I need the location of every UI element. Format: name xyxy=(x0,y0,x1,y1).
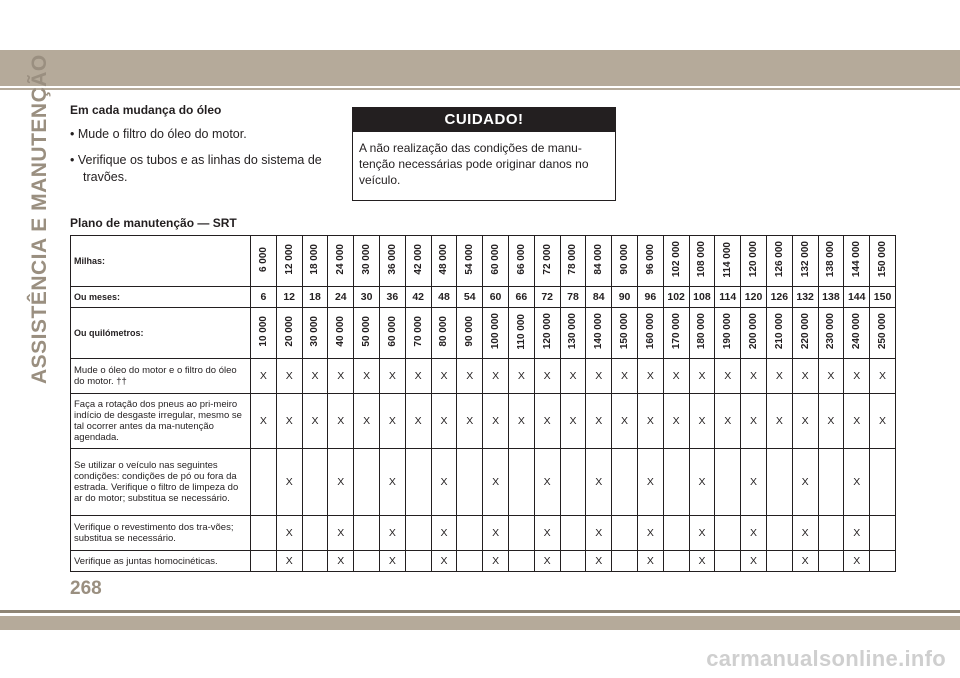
task-mark: X xyxy=(534,551,560,572)
task-mark: X xyxy=(379,359,405,394)
miles-row-cell xyxy=(457,236,483,287)
task-mark: X xyxy=(483,449,509,516)
miles-row-cell xyxy=(354,236,380,287)
miles-row-value: 54 000 xyxy=(464,244,476,275)
task-mark: X xyxy=(663,394,689,449)
miles-row-value: 150 000 xyxy=(877,241,889,278)
months-row-cell: 138 xyxy=(818,287,844,308)
bullet-brake-lines-line1: • Verifique os tubos e as linhas do sistema de xyxy=(70,153,322,167)
task-mark: X xyxy=(766,394,792,449)
task-mark: X xyxy=(276,551,302,572)
task-mark: X xyxy=(328,551,354,572)
months-row-cell: 114 xyxy=(715,287,741,308)
miles-row-cell xyxy=(715,236,741,287)
task-mark: X xyxy=(741,516,767,551)
bullet-brake-lines-line2: travões. xyxy=(83,170,128,184)
km-row-value: 30 000 xyxy=(309,316,321,347)
task-mark: X xyxy=(508,359,534,394)
km-row-value: 150 000 xyxy=(619,313,631,350)
miles-row-cell xyxy=(302,236,328,287)
task-mark: X xyxy=(457,394,483,449)
task-mark: X xyxy=(689,449,715,516)
km-row-cell xyxy=(560,308,586,359)
miles-row-cell xyxy=(663,236,689,287)
km-row-value: 210 000 xyxy=(773,313,785,350)
km-row-cell xyxy=(431,308,457,359)
months-row-cell: 144 xyxy=(844,287,870,308)
task-mark: X xyxy=(508,394,534,449)
task-mark: X xyxy=(431,359,457,394)
task-mark: X xyxy=(792,516,818,551)
header-bar xyxy=(0,50,960,86)
task-row xyxy=(71,551,896,572)
miles-row-value: 6 000 xyxy=(257,246,269,273)
km-row-value: 160 000 xyxy=(644,313,656,350)
task-mark: X xyxy=(637,551,663,572)
months-row-cell: 30 xyxy=(354,287,380,308)
task-mark: X xyxy=(689,551,715,572)
task-mark xyxy=(560,449,586,516)
warning-title: CUIDADO! xyxy=(353,108,615,132)
task-mark: X xyxy=(379,449,405,516)
km-row-value: 120 000 xyxy=(541,313,553,350)
km-row-cell xyxy=(276,308,302,359)
task-mark xyxy=(354,551,380,572)
task-mark xyxy=(818,516,844,551)
task-mark: X xyxy=(663,359,689,394)
task-mark: X xyxy=(534,449,560,516)
miles-row-cell xyxy=(612,236,638,287)
task-mark xyxy=(560,516,586,551)
miles-row-cell xyxy=(586,236,612,287)
task-mark xyxy=(354,449,380,516)
task-mark: X xyxy=(354,394,380,449)
miles-row-cell xyxy=(637,236,663,287)
miles-row-value: 48 000 xyxy=(438,244,450,275)
top-band xyxy=(0,0,960,48)
miles-row-value: 42 000 xyxy=(412,244,424,275)
task-mark: X xyxy=(792,449,818,516)
months-row-cell: 132 xyxy=(792,287,818,308)
task-mark xyxy=(715,449,741,516)
km-row-value: 20 000 xyxy=(283,316,295,347)
task-mark xyxy=(251,516,277,551)
months-row-cell: 78 xyxy=(560,287,586,308)
km-row-value: 200 000 xyxy=(748,313,760,350)
km-row-cell xyxy=(251,308,277,359)
months-row-cell: 96 xyxy=(637,287,663,308)
months-row-cell: 18 xyxy=(302,287,328,308)
task-mark: X xyxy=(637,449,663,516)
miles-row-cell xyxy=(870,236,896,287)
task-mark: X xyxy=(870,394,896,449)
task-mark xyxy=(457,551,483,572)
miles-row-cell xyxy=(741,236,767,287)
task-mark: X xyxy=(586,359,612,394)
task-mark xyxy=(405,551,431,572)
km-row-cell xyxy=(586,308,612,359)
miles-row xyxy=(71,236,896,287)
task-mark: X xyxy=(379,394,405,449)
km-row-cell xyxy=(689,308,715,359)
months-row-cell: 54 xyxy=(457,287,483,308)
months-row-label: Ou meses: xyxy=(71,287,251,308)
table-title: Plano de manutenção — SRT xyxy=(70,216,237,230)
miles-row-cell xyxy=(818,236,844,287)
miles-row-cell xyxy=(792,236,818,287)
task-mark xyxy=(612,551,638,572)
task-mark: X xyxy=(354,359,380,394)
months-row-cell: 66 xyxy=(508,287,534,308)
miles-row-value: 18 000 xyxy=(309,244,321,275)
months-row-cell: 72 xyxy=(534,287,560,308)
task-mark xyxy=(508,551,534,572)
km-row-cell xyxy=(534,308,560,359)
miles-row-value: 78 000 xyxy=(567,244,579,275)
task-mark: X xyxy=(586,449,612,516)
task-label: Mude o óleo do motor e o filtro do óleo do motor. †† xyxy=(71,359,251,394)
months-row-cell: 6 xyxy=(251,287,277,308)
months-row-cell: 84 xyxy=(586,287,612,308)
km-row-value: 40 000 xyxy=(335,316,347,347)
task-mark xyxy=(302,516,328,551)
task-mark: X xyxy=(637,359,663,394)
task-mark: X xyxy=(560,394,586,449)
km-row-cell xyxy=(328,308,354,359)
task-mark: X xyxy=(637,516,663,551)
miles-row-cell xyxy=(251,236,277,287)
km-row-value: 100 000 xyxy=(490,313,502,350)
miles-row-value: 60 000 xyxy=(490,244,502,275)
km-row-cell xyxy=(483,308,509,359)
task-mark: X xyxy=(844,359,870,394)
footer-rule xyxy=(0,610,960,613)
task-mark: X xyxy=(792,551,818,572)
miles-row-value: 108 000 xyxy=(696,241,708,278)
task-mark: X xyxy=(844,516,870,551)
task-mark: X xyxy=(689,394,715,449)
km-row-cell xyxy=(715,308,741,359)
km-row-value: 110 000 xyxy=(515,313,527,350)
task-mark: X xyxy=(844,449,870,516)
task-mark: X xyxy=(431,516,457,551)
task-mark: X xyxy=(560,359,586,394)
task-mark: X xyxy=(586,551,612,572)
km-row-cell xyxy=(457,308,483,359)
task-mark: X xyxy=(844,551,870,572)
km-row-value: 250 000 xyxy=(877,313,889,350)
km-row-value: 220 000 xyxy=(799,313,811,350)
km-row-cell xyxy=(870,308,896,359)
km-row xyxy=(71,308,896,359)
task-mark xyxy=(715,551,741,572)
task-mark xyxy=(251,449,277,516)
km-row-value: 230 000 xyxy=(825,313,837,350)
task-mark: X xyxy=(766,359,792,394)
miles-row-value: 72 000 xyxy=(541,244,553,275)
km-row-cell xyxy=(663,308,689,359)
task-label: Verifique o revestimento dos tra-vões; substitua se necessário. xyxy=(71,516,251,551)
task-mark: X xyxy=(792,394,818,449)
task-mark xyxy=(766,449,792,516)
task-mark xyxy=(612,516,638,551)
task-mark: X xyxy=(251,394,277,449)
task-mark xyxy=(663,449,689,516)
miles-row-value: 12 000 xyxy=(283,244,295,275)
bullet-oil-filter: • Mude o filtro do óleo do motor. xyxy=(70,127,247,141)
km-row-value: 70 000 xyxy=(412,316,424,347)
task-mark: X xyxy=(741,359,767,394)
task-mark: X xyxy=(251,359,277,394)
task-mark: X xyxy=(818,394,844,449)
task-mark xyxy=(405,516,431,551)
task-mark: X xyxy=(276,449,302,516)
task-mark: X xyxy=(818,359,844,394)
km-row-label: Ou quilómetros: xyxy=(71,308,251,359)
km-row-value: 10 000 xyxy=(257,316,269,347)
task-mark xyxy=(302,551,328,572)
task-label: Se utilizar o veículo nas seguintes condições: condições de pó ou fora da estrada. Verifique o filtro de limpeza do ar do motor; substitua se necessário. xyxy=(71,449,251,516)
task-mark xyxy=(870,516,896,551)
miles-row-value: 144 000 xyxy=(851,241,863,278)
task-mark: X xyxy=(637,394,663,449)
task-mark xyxy=(663,551,689,572)
km-row-value: 90 000 xyxy=(464,316,476,347)
task-mark: X xyxy=(612,359,638,394)
task-mark: X xyxy=(689,359,715,394)
km-row-value: 50 000 xyxy=(361,316,373,347)
miles-row-value: 102 000 xyxy=(670,241,682,278)
task-mark: X xyxy=(586,394,612,449)
task-mark xyxy=(354,516,380,551)
task-mark: X xyxy=(483,394,509,449)
months-row-cell: 108 xyxy=(689,287,715,308)
task-row xyxy=(71,359,896,394)
miles-row-cell xyxy=(483,236,509,287)
km-row-cell xyxy=(612,308,638,359)
miles-row-value: 90 000 xyxy=(619,244,631,275)
task-mark: X xyxy=(792,359,818,394)
km-row-value: 170 000 xyxy=(670,313,682,350)
miles-row-cell xyxy=(844,236,870,287)
miles-row-value: 132 000 xyxy=(799,241,811,278)
footer-bar xyxy=(0,616,960,630)
task-mark xyxy=(715,516,741,551)
task-mark: X xyxy=(483,359,509,394)
km-row-cell xyxy=(844,308,870,359)
miles-row-label: Milhas: xyxy=(71,236,251,287)
miles-row-value: 138 000 xyxy=(825,241,837,278)
km-row-value: 80 000 xyxy=(438,316,450,347)
page-number: 268 xyxy=(70,578,102,599)
task-mark: X xyxy=(689,516,715,551)
task-row xyxy=(71,449,896,516)
chapter-side-title: ASSISTÊNCIA E MANUTENÇÃO xyxy=(28,54,51,384)
task-mark: X xyxy=(379,516,405,551)
km-row-cell xyxy=(508,308,534,359)
task-mark: X xyxy=(405,359,431,394)
miles-row-value: 126 000 xyxy=(773,241,785,278)
miles-row-value: 96 000 xyxy=(644,244,656,275)
miles-row-value: 24 000 xyxy=(335,244,347,275)
task-mark: X xyxy=(534,359,560,394)
task-mark: X xyxy=(276,359,302,394)
task-mark: X xyxy=(870,359,896,394)
task-mark: X xyxy=(715,359,741,394)
task-mark xyxy=(870,551,896,572)
miles-row-value: 36 000 xyxy=(386,244,398,275)
km-row-cell xyxy=(741,308,767,359)
task-mark: X xyxy=(328,516,354,551)
task-mark: X xyxy=(741,449,767,516)
task-mark xyxy=(302,449,328,516)
task-mark xyxy=(405,449,431,516)
miles-row-cell xyxy=(689,236,715,287)
months-row-cell: 48 xyxy=(431,287,457,308)
section-heading: Em cada mudança do óleo xyxy=(70,103,222,117)
task-mark: X xyxy=(431,449,457,516)
months-row-cell: 120 xyxy=(741,287,767,308)
miles-row-value: 30 000 xyxy=(361,244,373,275)
task-mark: X xyxy=(483,551,509,572)
task-mark: X xyxy=(534,516,560,551)
task-mark: X xyxy=(586,516,612,551)
task-mark xyxy=(663,516,689,551)
km-row-cell xyxy=(818,308,844,359)
task-mark: X xyxy=(483,516,509,551)
months-row-cell: 24 xyxy=(328,287,354,308)
task-mark: X xyxy=(302,394,328,449)
task-mark: X xyxy=(715,394,741,449)
miles-row-value: 66 000 xyxy=(515,244,527,275)
task-mark xyxy=(560,551,586,572)
miles-row-cell xyxy=(405,236,431,287)
task-mark xyxy=(457,449,483,516)
task-mark xyxy=(870,449,896,516)
bullet-brake-lines xyxy=(70,152,345,186)
km-row-cell xyxy=(792,308,818,359)
watermark: carmanualsonline.info xyxy=(706,646,946,671)
km-row-value: 60 000 xyxy=(386,316,398,347)
km-row-value: 240 000 xyxy=(851,313,863,350)
km-row-value: 190 000 xyxy=(722,313,734,350)
miles-row-cell xyxy=(379,236,405,287)
miles-row-cell xyxy=(276,236,302,287)
task-label: Verifique as juntas homocinéticas. xyxy=(71,551,251,572)
miles-row-cell xyxy=(328,236,354,287)
task-mark xyxy=(818,449,844,516)
task-mark: X xyxy=(276,516,302,551)
km-row-value: 140 000 xyxy=(593,313,605,350)
task-row xyxy=(71,516,896,551)
task-mark: X xyxy=(457,359,483,394)
miles-row-value: 84 000 xyxy=(593,244,605,275)
task-mark xyxy=(612,449,638,516)
km-row-cell xyxy=(766,308,792,359)
task-mark xyxy=(766,551,792,572)
task-mark xyxy=(766,516,792,551)
task-mark: X xyxy=(431,394,457,449)
task-mark: X xyxy=(612,394,638,449)
task-mark xyxy=(818,551,844,572)
task-mark: X xyxy=(328,449,354,516)
miles-row-cell xyxy=(560,236,586,287)
task-mark: X xyxy=(844,394,870,449)
task-label: Faça a rotação dos pneus ao pri-meiro indício de desgaste irregular, mesmo se tal ocorrer antes da ma-nutenção agendada. xyxy=(71,394,251,449)
task-mark: X xyxy=(431,551,457,572)
task-mark xyxy=(251,551,277,572)
months-row-cell: 36 xyxy=(379,287,405,308)
header-rule xyxy=(0,88,960,90)
months-row-cell: 126 xyxy=(766,287,792,308)
task-mark: X xyxy=(302,359,328,394)
miles-row-value: 120 000 xyxy=(748,241,760,278)
km-row-value: 130 000 xyxy=(567,313,579,350)
months-row-cell: 60 xyxy=(483,287,509,308)
months-row-cell: 150 xyxy=(870,287,896,308)
months-row-cell: 12 xyxy=(276,287,302,308)
task-mark xyxy=(508,516,534,551)
task-mark: X xyxy=(379,551,405,572)
warning-box xyxy=(352,107,616,201)
miles-row-cell xyxy=(431,236,457,287)
warning-text: A não realização das condições de manu-tenção necessárias pode originar danos no veículo. xyxy=(359,141,589,187)
km-row-cell xyxy=(302,308,328,359)
km-row-cell xyxy=(354,308,380,359)
months-row xyxy=(71,287,896,308)
km-row-cell xyxy=(637,308,663,359)
km-row-cell xyxy=(379,308,405,359)
task-mark xyxy=(508,449,534,516)
km-row-value: 180 000 xyxy=(696,313,708,350)
task-mark: X xyxy=(405,394,431,449)
task-mark: X xyxy=(741,394,767,449)
months-row-cell: 90 xyxy=(612,287,638,308)
task-mark xyxy=(457,516,483,551)
miles-row-cell xyxy=(766,236,792,287)
task-mark: X xyxy=(276,394,302,449)
km-row-cell xyxy=(405,308,431,359)
months-row-cell: 42 xyxy=(405,287,431,308)
maintenance-plan-table xyxy=(70,235,896,572)
months-row-cell: 102 xyxy=(663,287,689,308)
miles-row-cell xyxy=(508,236,534,287)
task-row xyxy=(71,394,896,449)
miles-row-value: 114 000 xyxy=(722,241,734,278)
task-mark: X xyxy=(741,551,767,572)
task-mark: X xyxy=(328,394,354,449)
task-mark: X xyxy=(328,359,354,394)
task-mark: X xyxy=(534,394,560,449)
miles-row-cell xyxy=(534,236,560,287)
